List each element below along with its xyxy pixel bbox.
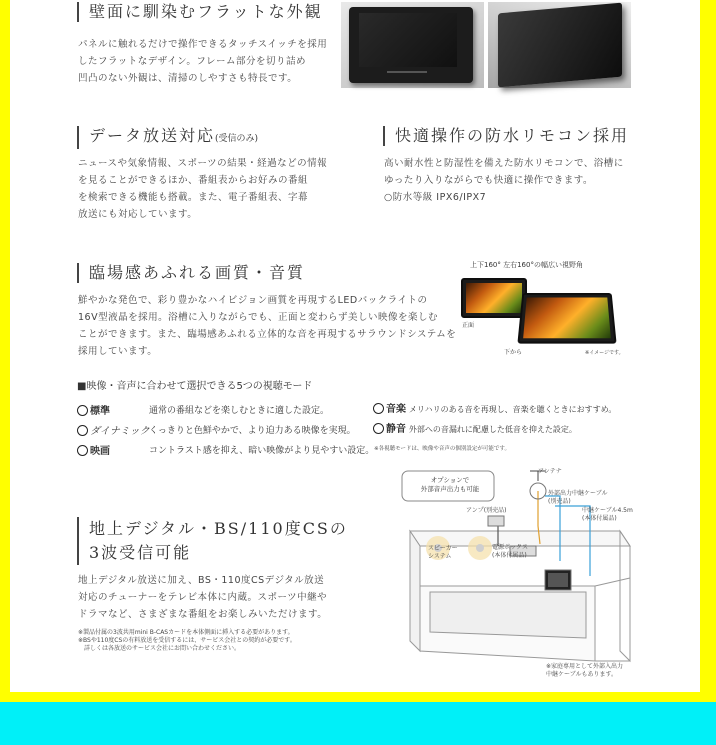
data-body: ニュースや気象情報、スポーツの結果・経過などの情報 を見ることができるほか、番組表からお好みの番組 を検索できる機能も搭載。また、電子番組表、字幕 放送にも対応しています。 [78,158,328,220]
product-photo-front [341,2,484,88]
remote-heading: 快適操作の防水リモコン採用 [383,126,629,146]
installation-diagram [390,466,650,686]
amp-label: アンプ(別売品) [466,507,507,514]
tuner-notes: ※製品付属の3波共用mini B-CASカードを本体側面に挿入する必要があります。 ※BSや110度CSの有料放送を受信するには、サービス会社との契約が必要です。 詳しくは各放送のサービス会社にお問い合わせください。 [78,629,296,652]
diagram-footnote: ※家庭専用として外部入出力 中継ケーブルもあります。 [546,663,624,678]
modes-note: ※各視聴モードは、映像や音声の個別設定が可能です。 [374,446,510,452]
tuner-body: 地上デジタル放送に加え、BS・110度CSデジタル放送 対応のチューナーをテレビ本体に内蔵。スポーツ中継や ドラマなど、さまざまな番組をお楽しみいただけます。 [78,575,328,620]
below-label: 下から [504,349,523,356]
picture-body: 鮮やかな発色で、彩り豊かなハイビジョン画質を再現するLEDバックライトの 16V型液晶を採用。浴槽に入りながらでも、正面と変わらず美しい映像を楽しむ ことができます。また、臨場感あふれる立体的な音を再現するサラウンドシステムを 採用しています。 [78,295,457,357]
flat-heading: 壁面に馴染むフラットな外観 [77,2,323,22]
option-bubble: オプションで 外部音声出力も可能 [420,476,480,493]
tv-below-image [517,293,616,344]
mode-quiet: 静音 外部への音漏れに配慮した低音を抑えた設定。 [373,420,577,435]
flat-body: パネルに触れるだけで操作できるタッチスイッチを採用 したフラットなデザイン。フレーム部分を切り詰め 凹凸のない外観は、清掃のしやすさも特長です。 [78,39,328,84]
relay-cable-label: 中継ケーブル4.5m (本体付属品) [582,507,633,522]
remote-body: 高い耐水性と防湿性を備えた防水リモコンで、浴槽に ゆったり入りながらでも快適に操作できます。 ○防水等級 IPX6/IPX7 [384,155,684,206]
tv-front-image [461,278,527,318]
ext-cable-label: 外部出力中継ケーブル (別売品) [548,490,608,505]
waterproof-rating: ○防水等級 IPX6/IPX7 [384,192,487,203]
product-photo-angle [488,2,631,88]
speaker-label: スピーカー システム [428,545,458,560]
tuner-heading: 地上デジタル・BS/110度CSの 3波受信可能 [77,517,348,565]
picture-heading: 臨場感あふれる画質・音質 [77,263,305,283]
modes-title: ■映像・音声に合わせて選択できる5つの視聴モード [77,381,313,392]
antenna-label: アンテナ [538,468,562,475]
front-label: 正面 [462,322,475,329]
mode-dynamic: ダイナミック くっきりと色鮮やかで、より迫力ある映像を実現。 [77,422,150,437]
content-panel [10,0,700,692]
viewing-angle-caption: 上下160° 左右160°の幅広い視野角 [470,261,583,269]
mode-cinema: 映画 コントラスト感を抑え、暗い映像がより見やすい設定。 [77,442,110,457]
mode-music: 音楽 メリハリのある音を再現し、音楽を聴くときにおすすめ。 [373,400,616,415]
data-heading: データ放送対応(受信のみ) [77,126,258,149]
mode-standard: 標準 通常の番組などを楽しむときに適した設定。 [77,402,110,417]
image-note: ※イメージです。 [585,350,624,356]
power-box-label: 電源ボックス (本体付属品) [492,544,528,559]
